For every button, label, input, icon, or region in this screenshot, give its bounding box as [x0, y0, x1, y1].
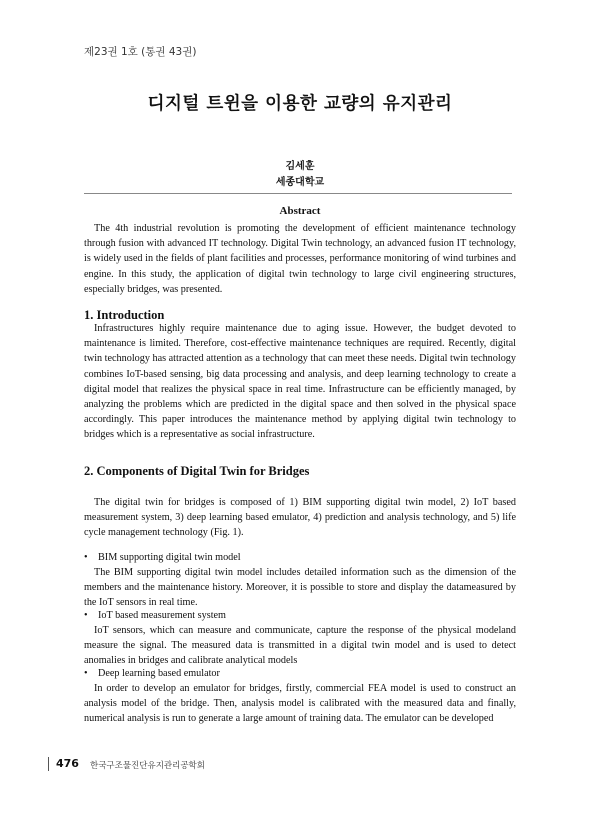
page-number: 476	[56, 757, 79, 770]
bullet-icon: •	[84, 552, 88, 563]
author-affiliation: 세종대학교	[275, 177, 325, 188]
list-item-text: In order to develop an emulator for bridges, firstly, commercial FEA model is used to construct an analysis model of the bridge. Then, analysis model is calibrated with the measured data and finally, numerical analysis is run to generate a large amount of training data. The emulator can be developed	[84, 683, 516, 725]
abstract-heading: Abstract	[279, 205, 321, 217]
list-item-emulator	[84, 668, 220, 679]
list-item-text: IoT sensors, which can measure and communicate, capture the response of the physical modeland measure the signal. The measured data is transmitted in a digital twin model and is used to detect anomalies in bridges and calibrate analytical models	[84, 625, 516, 667]
list-item-text: The BIM supporting digital twin model includes detailed information such as the dimension of the members and the maintenance history. Moreover, it is possible to store and display the datameasured by the IoT sensors in real time.	[84, 567, 516, 609]
section2-intro: The digital twin for bridges is composed of 1) BIM supporting digital twin model, 2) IoT based measurement system, 3) deep learning based emulator, 4) prediction and analysis technology, and 5) life cycle management technology (Fig. 1).	[84, 497, 516, 539]
list-item-bim	[84, 552, 241, 563]
footer-divider	[48, 757, 49, 771]
list-item-label: Deep learning based emulator	[98, 668, 220, 679]
bullet-icon: •	[84, 610, 88, 621]
paper-title: 디지털 트윈을 이용한 교량의 유지관리	[147, 94, 453, 114]
list-item-label: IoT based measurement system	[98, 610, 226, 621]
header-divider	[84, 193, 512, 194]
author-name: 김세훈	[285, 161, 315, 172]
list-item-label: BIM supporting digital twin model	[98, 552, 241, 563]
section1-heading: 1. Introduction	[84, 308, 165, 322]
list-item-iot	[84, 610, 226, 621]
issue-info: 제23권 1호 (통권 43권)	[84, 46, 197, 58]
section1-text: Infrastructures highly require maintenance due to aging issue. However, the budget devoted to maintenance is limited. Therefore, cost-effective maintenance techniques are required. Recently, digital twin technology has attracted attention as a technology that can meet these needs. Digital twin technology combines IoT-based sensing, big data processing and analysis, and deep learning technology to create a digital model that realizes the physical space in real time. Infrastructure can be efficiently managed, by analyzing the problems which are predicted in the digital space and then solved in the physical space accordingly. This paper introduces the maintenance method by applying digital twin technology to bridges which is a representative as social infrastructure.	[84, 323, 516, 441]
abstract-text: The 4th industrial revolution is promoting the development of efficient maintenance technology through fusion with advanced IT technology. Digital Twin technology, an advanced fusion IT technology, is widely used in the fields of plant facilities and processes, performance monitoring of wind turbines and engine. In this study, the application of digital twin technology to large civil engineering structures, especially bridges, was presented.	[84, 223, 516, 295]
society-name: 한국구조물진단유지관리공학회	[90, 761, 205, 771]
section2-heading: 2. Components of Digital Twin for Bridges	[84, 464, 310, 478]
bullet-icon: •	[84, 668, 88, 679]
